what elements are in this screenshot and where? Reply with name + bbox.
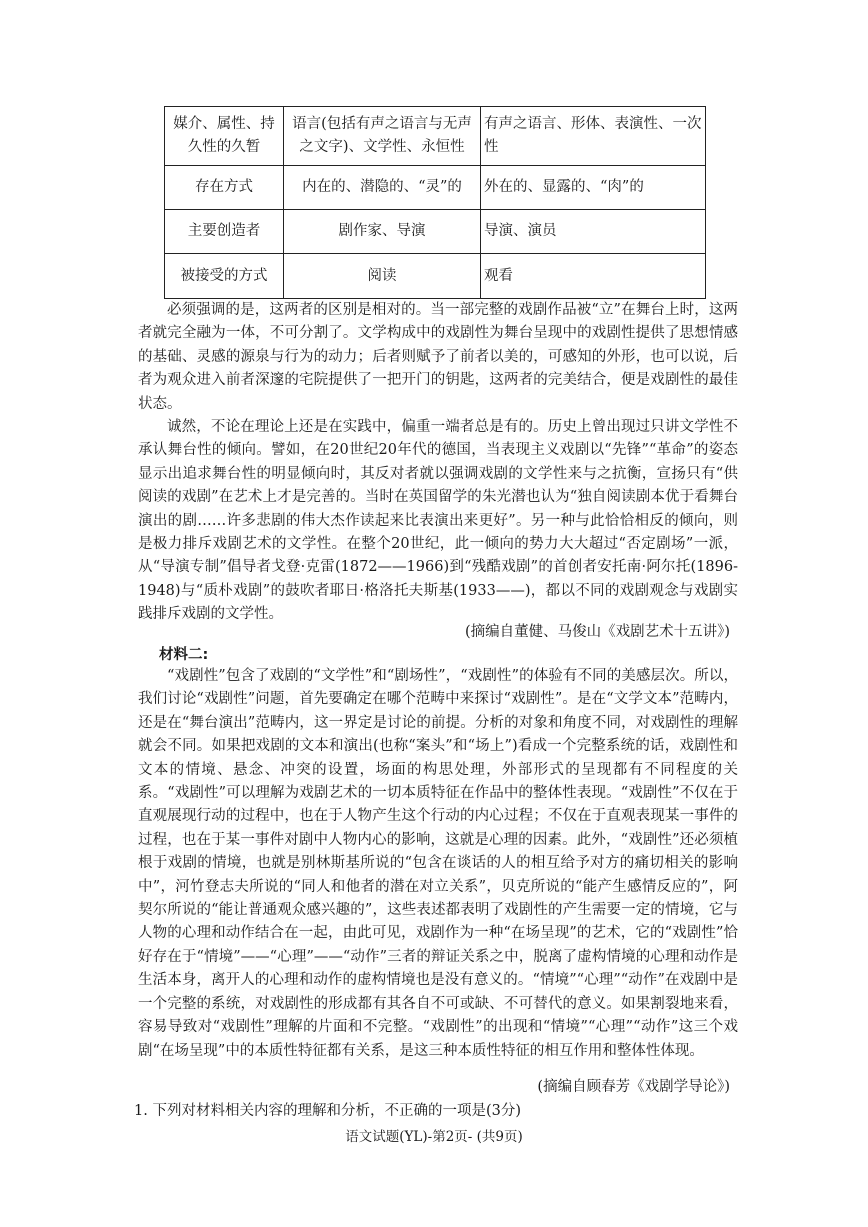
table-cell: 主要创造者 xyxy=(165,210,284,254)
source-citation: (摘编自董健、马俊山《戏剧艺术十五讲》) xyxy=(464,624,730,640)
source-citation: (摘编自顾春芳《戏剧学导论》) xyxy=(537,1079,730,1095)
table-cell: 阅读 xyxy=(284,254,481,299)
material-heading: 材料二: xyxy=(159,647,209,663)
paragraph: “戏剧性”包含了戏剧的“文学性”和“剧场性”，“戏剧性”的体验有不同的美感层次。所以，我们讨论“戏剧性”问题，首先要确定在哪个范畴中来探讨“戏剧性”。是在“文学文本”范畴内，还是在“舞台演出”范畴内，这一界定是讨论的前提。分析的对象和角度不同，对戏剧性的理解就会不同。如果把戏剧的文本和演出(也称“案头”和“场上”)看成一个完整系统的话，戏剧性和文本的情境、悬念、冲突的设置，场面的构思处理，外部形式的呈现都有不同程度的关系。“戏剧性”可以理解为戏剧艺术的一切本质特征在作品中的整体性表现。“戏剧性”不仅在于直观展现行动的过程中，也在于人物产生这个行动的内心过程；不仅在于直观表现某一事件的过程，也在于某一事件对剧中人物内心的影响，这就是心理的因素。此外，“戏剧性”还必须植根于戏剧的情境，也就是别林斯基所说的“包含在谈话的人的相互给予对方的痛切相关的影响中”，河竹登志夫所说的“同人和他者的潜在对立关系”，贝克所说的“能产生感情反应的”，阿契尔所说的“能让普通观众感兴趣的”，这些表述都表明了戏剧性的产生需要一定的情境，它与人物的心理和动作结合在一起，由此可见，戏剧作为一种“在场呈现”的艺术，它的“戏剧性”恰好存在于“情境”——“心理”——“动作”三者的辩证关系之中，脱离了虚构情境的心理和动作是生活本身，离开人的心理和动作的虚构情境也是没有意义的。“情境”“心理”“动作”在戏剧中是一个完整的系统，对戏剧性的形成都有其各自不可或缺、不可替代的意义。如果割裂地来看，容易导致对“戏剧性”理解的片面和不完整。“戏剧性”的出现和“情境”“心理”“动作”这三个戏剧“在场呈现”中的本质性特征都有关系，是这三种本质性特征的相互作用和整体性体现。 xyxy=(138,668,738,1059)
material2-text xyxy=(138,665,738,1063)
table-cell: 外在的、显露的、“肉”的 xyxy=(481,166,706,210)
table-row xyxy=(165,107,706,166)
table-row xyxy=(165,166,706,210)
table-row xyxy=(165,210,706,254)
paragraph: 诚然，不论在理论上还是在实践中，偏重一端者总是有的。历史上曾出现过只讲文学性不承认舞台性的倾向。譬如，在20世纪20年代的德国，当表现主义戏剧以“先锋”“革命”的姿态显示出追求舞台性的明显倾向时，其反对者就以强调戏剧的文学性来与之抗衡，宣扬只有“供阅读的戏剧”在艺术上才是完善的。当时在英国留学的朱光潜也认为“独自阅读剧本优于看舞台演出的剧……许多悲剧的伟大杰作读起来比表演出来更好”。另一种与此恰恰相反的倾向，则是极力排斥戏剧艺术的文学性。在整个20世纪，此一倾向的势力大大超过“否定剧场”一派，从“导演专制”倡导者戈登·克雷(1872——1966)到“残酷戏剧”的首创者安托南·阿尔托(1896-1948)与“质朴戏剧”的鼓吹者耶日·格洛托夫斯基(1933——)，都以不同的戏剧观念与戏剧实践排斥戏剧的文学性。 xyxy=(138,419,738,623)
paragraph: 必须强调的是，这两者的区别是相对的。当一部完整的戏剧作品被“立”在舞台上时，这两者就完全融为一体，不可分割了。文学构成中的戏剧性为舞台呈现中的戏剧性提供了思想情感的基础、灵感的源泉与行为的动力；后者则赋予了前者以美的，可感知的外形，也可以说，后者为观众进入前者深邃的宅院提供了一把开门的钥匙，这两者的完美结合，便是戏剧性的最佳状态。 xyxy=(138,302,738,412)
table-cell: 导演、演员 xyxy=(481,210,706,254)
table-cell: 内在的、潜隐的、“灵”的 xyxy=(284,166,481,210)
page-footer: 语文试题(YL)-第2页- (共9页) xyxy=(345,1129,523,1145)
table-cell: 存在方式 xyxy=(165,166,284,210)
table-cell: 媒介、属性、持久性的久暂 xyxy=(165,107,284,166)
material1-text xyxy=(138,299,738,627)
table-row xyxy=(165,254,706,299)
table-cell: 剧作家、导演 xyxy=(284,210,481,254)
table-cell: 被接受的方式 xyxy=(165,254,284,299)
table-cell: 有声之语言、形体、表演性、一次性 xyxy=(481,107,706,166)
comparison-table xyxy=(164,106,706,299)
question-text: 1. 下列对材料相关内容的理解和分析，不正确的一项是(3分) xyxy=(134,1103,521,1119)
table-cell: 语言(包括有声之语言与无声之文字)、文学性、永恒性 xyxy=(284,107,481,166)
table-cell: 观看 xyxy=(481,254,706,299)
